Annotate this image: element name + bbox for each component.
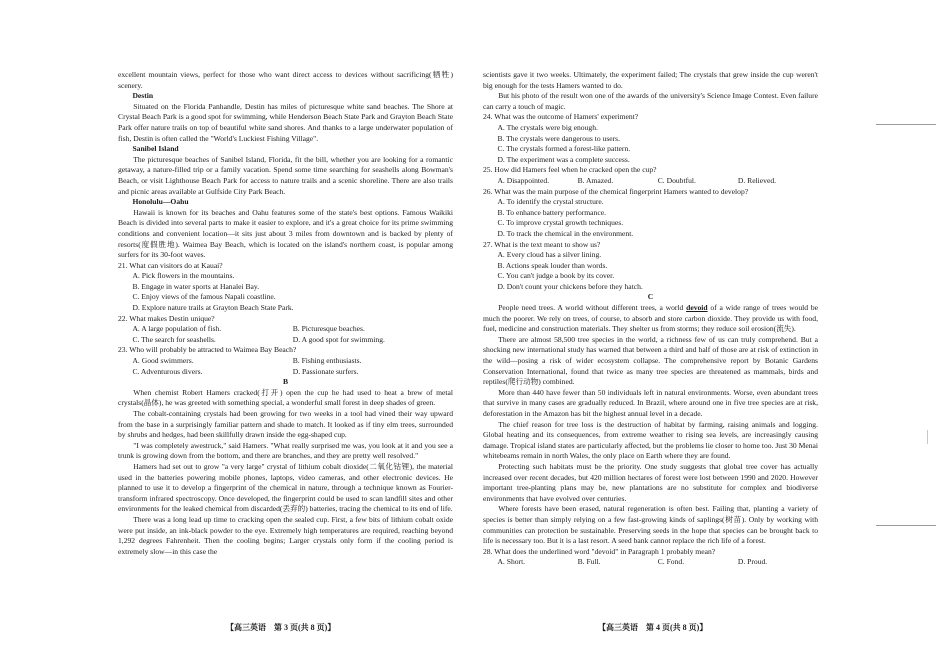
question-24: 24. What was the outcome of Hamers' experiment? (483, 112, 639, 122)
paragraph: scientists gave it two weeks. Ultimately, the experiment failed; The crystals that grew inside the cup weren't big enough for the tests Hamers wanted to do. (483, 70, 818, 90)
paragraph: More than 440 have fewer than 50 individuals left in natural environments. Worse, even abundant trees that survive in many cases are gradually reduced. In Brazil, where around one in five tree species are at risk, deforestation in the Amazon has bit the highest annual level in a decade. (483, 387, 818, 418)
section-label-b: B (282, 377, 289, 387)
section-heading: Sanibel Island (132, 144, 179, 154)
option: C. The search for seashells. (132, 334, 216, 344)
option: B. Actions speak louder than words. (497, 260, 608, 270)
option: B. The crystals were dangerous to users. (497, 133, 621, 143)
question-28: 28. What does the underlined word "devoid" in Paragraph 1 probably mean? (483, 546, 716, 556)
option: D. Passionate surfers. (292, 366, 359, 376)
paragraph: Where forests have been erased, natural regeneration is often best. Failing that, planting a variety of species is better than simply relying on a few fast-growing kinds of saplings(树苗). Only by working with communities can protection be sustainable. Preserving seeds in the hope that species can be brought back to life is necessary too. But it is a last resort. A seed bank cannot replace the rich life of a forest. (483, 504, 818, 546)
section-heading: Destin (132, 91, 154, 101)
option: A. Short. (497, 557, 526, 567)
options-grid (118, 324, 453, 345)
question-23: 23. Who will probably be attracted to Waimea Bay Beach? (118, 345, 297, 355)
question-26: 26. What was the main purpose of the chemical fingerprint Hamers wanted to develop? (483, 186, 749, 196)
option: C. Doubtful. (657, 175, 696, 185)
question-27: 27. What is the text meant to show us? (483, 239, 601, 249)
left-column (118, 70, 453, 557)
paragraph: When chemist Robert Hamers cracked(打开) open the cup he had used to heat a brew of metal crystals(晶体), he was greeted with something special, a wonderful small forest in deep shades of green. (118, 387, 453, 408)
paragraph: There are almost 58,500 tree species in the world, a richness few of us can truly comprehend. But a shocking new international study has warned that between a third and half of those are at risk of extinction in the wild—posing a risk of wider ecosystem collapse. The comprehensive report by Botanic Gardens Conservation International, found that twice as many tree species are threatened as mammals, birds and reptiles(爬行动物) combined. (483, 334, 818, 387)
page-footer-left: 【高三英语 第 3 页(共 8 页)】 (226, 623, 336, 632)
option: C. Adventurous divers. (132, 366, 203, 376)
option: A. The crystals were big enough. (497, 122, 598, 132)
paragraph: excellent mountain views, perfect for those who want direct access to devices without sacrificing(牺牲) scenery. (118, 70, 453, 90)
options-grid (483, 557, 818, 568)
option: C. You can't judge a book by its cover. (497, 271, 615, 281)
paragraph: "I was completely awestruck," said Hamers. "What really surprised me was, you look at it and you see a trunk is growing down from the bottom, and there are branches, and they are pretty well resolved." (118, 440, 453, 461)
section-heading: Honolulu—Oahu (132, 197, 189, 207)
option: B. Amazed. (577, 175, 614, 185)
option: D. Don't count your chickens before they hatch. (497, 281, 643, 291)
option: B. To enhance battery performance. (497, 207, 606, 217)
option: B. Fishing enthusiasts. (292, 356, 362, 366)
option: D. A good spot for swimming. (292, 334, 385, 344)
margin-tick (927, 430, 928, 444)
option: A. Every cloud has a silver lining. (497, 250, 602, 260)
options-grid (483, 176, 818, 187)
option: D. Proud. (737, 557, 768, 567)
option: A. Disappointed. (497, 175, 550, 185)
paragraph: The chief reason for tree loss is the destruction of habitat by farming, raising animals and logging. Global heating and its consequences, from extreme weather to rising sea levels, are increasingly causing damage. Tropical island states are particularly affected, but the problems lie closer to home too. Just 30 Menai whitebeams remain in north Wales, the only place on Earth where they are found. (483, 419, 818, 461)
option: C. Fond. (657, 557, 685, 567)
paragraph: There was a long lead up time to cracking open the sealed cup. First, a few bits of lithium cobalt oxide were put inside, an ink-black powder to the eye. Extremely high temperatures are required, reaching beyond 1,292 degrees Fahrenheit. Then the cooling begins; Larger crystals only form if the cooling period is extremely slow—in this case the (118, 514, 453, 556)
question-25: 25. How did Hamers feel when he cracked open the cup? (483, 165, 657, 175)
text-run: of a wide range of trees would be much the poorer. We rely on trees, of course, to absorb and store carbon dioxide. They provide us with food, fuel, medicine and construction materials. They shelter us from storms; they reduce soil erosion(流失). (483, 303, 819, 334)
option: B. Full. (577, 557, 601, 567)
options-grid (118, 356, 453, 377)
paragraph: Situated on the Florida Panhandle, Destin has miles of picturesque white sand beaches. The Shore at Crystal Beach Park is a good spot for swimming, while Henderson Beach State Park and Grayton Beach State Park offer nature trails on top of beautiful white sand shores. And thanks to a large underwater population of fish, Destin is often called the "World's Luckiest Fishing Village". (118, 101, 453, 143)
option: C. The crystals formed a forest-like pattern. (497, 144, 631, 154)
paragraph: The picturesque beaches of Sanibel Island, Florida, fit the bill, whether you are looking for a romantic getaway, a nature-filled trip or a family vacation. Spend some time searching for seashells along Bowman's Beach, or visit Lighthouse Beach Park for access to nature trails and a scenic shoreline. There are also trails and picnic areas available at Gulfside City Park Beach. (118, 154, 453, 196)
paragraph: Hawaii is known for its beaches and Oahu features some of the state's best options. Famous Waikiki Beach is divided into several parts to make it easier to explore, and it's a great choice for its prime swimming conditions and convenient location—it sits just about 3 miles from downtown and is backed by plenty of resorts(度假胜地). Waimea Bay Beach, which is located on the island's northern coast, is popular among surfers for its 30-foot waves. (118, 207, 453, 260)
page-footer-right: 【高三英语 第 4 页(共 8 页)】 (598, 623, 708, 632)
option: B. Engage in water sports at Hanalei Bay. (132, 281, 260, 291)
option: A. Pick flowers in the mountains. (132, 271, 235, 281)
margin-divider (876, 525, 936, 526)
paragraph: But his photo of the result won one of the awards of the university's Science Image Contest. Even failure can carry a touch of magic. (483, 91, 818, 111)
right-column (483, 70, 818, 568)
underlined-word: devoid (686, 303, 708, 313)
option: B. Picturesque beaches. (292, 324, 365, 334)
option: D. Explore nature trails at Grayton Beach State Park. (132, 303, 294, 313)
paragraph: Hamers had set out to grow "a very large" crystal of lithium cobalt dioxide(二氧化钴锂), the material used in the batteries powering mobile phones, laptops, video cameras, and other electronic devices. He planned to use it to develop a fingerprint of the chemical in nature, through a technique known as Fourier-transform infrared spectroscopy. Once developed, the fingerprint could be used to scan landfill sites and other environments for the leaked chemical from discarded(丢弃的) batteries, tracing the chemical to its end of life. (118, 461, 453, 514)
paragraph (483, 303, 818, 335)
option: A. To identify the crystal structure. (497, 197, 604, 207)
margin-divider (876, 124, 936, 125)
option: D. Relieved. (737, 175, 777, 185)
text-run: People need trees. A world without different trees, a world (498, 303, 687, 313)
question-21: 21. What can visitors do at Kauai? (118, 260, 223, 270)
question-22: 22. What makes Destin unique? (118, 313, 215, 323)
option: C. To improve crystal growth techniques. (497, 218, 624, 228)
section-label-c: C (647, 292, 654, 302)
option: D. The experiment was a complete success. (497, 154, 630, 164)
option: D. To track the chemical in the environment. (497, 228, 634, 238)
paragraph: The cobalt-containing crystals had been growing for two weeks in a tool had vined their way upward from the base in a surprisingly familiar pattern and shade to match. It looked as if tiny elm trees, surrounded by shrubs and hedges, had been skillfully drawn inside the egg-shaped cup. (118, 409, 453, 440)
option: C. Enjoy views of the famous Napali coastline. (132, 292, 276, 302)
option: A. Good swimmers. (132, 356, 194, 366)
option: A. A large population of fish. (132, 324, 222, 334)
paragraph: Protecting such habitats must be the priority. One study suggests that global tree cover has actually increased over recent decades, but 420 million hectares of forest were lost between 1990 and 2020. However important tree-planting plans may be, new plantations are no substitute for complex and biodiverse environments that have evolved over centuries. (483, 461, 818, 503)
